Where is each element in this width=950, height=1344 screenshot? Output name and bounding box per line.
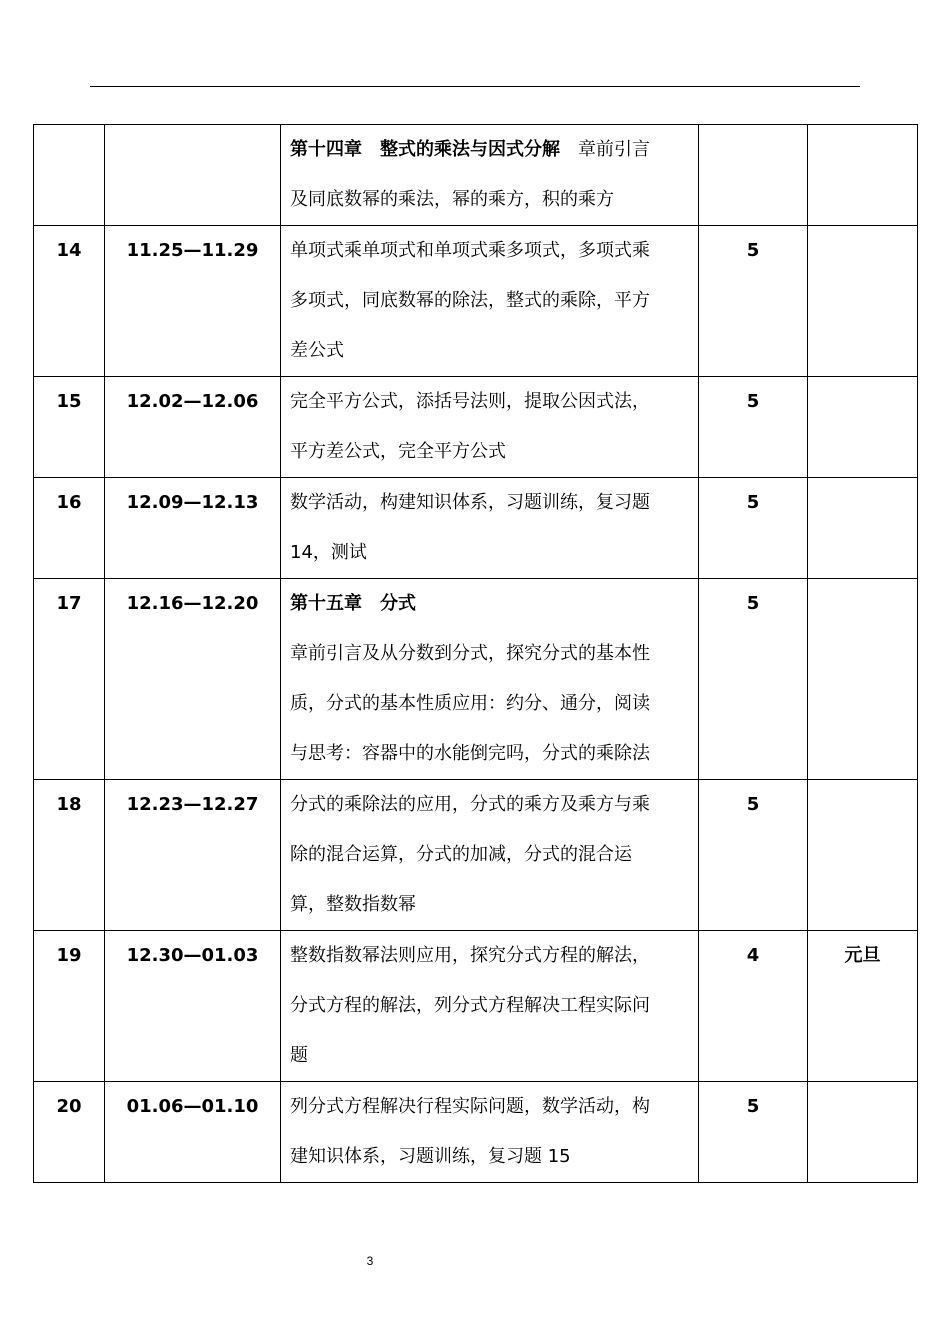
content-text: 质，分式的基本性质应用：约分、通分，阅读	[290, 693, 650, 714]
content-line	[290, 1031, 690, 1081]
class-hours-cell: 4	[699, 931, 808, 1082]
content-text: 整数指数幂法则应用，探究分式方程的解法，	[290, 945, 650, 966]
content-text: 单项式乘单项式和单项式乘多项式，多项式乘	[290, 240, 650, 261]
remark-cell	[808, 377, 918, 478]
content-text: 及同底数幂的乘法，幂的乘方，积的乘方	[290, 189, 614, 210]
date-range-cell: 01.06—01.10	[105, 1082, 281, 1183]
date-range-cell: 12.02—12.06	[105, 377, 281, 478]
remark-cell	[808, 125, 918, 226]
content-text: 章前引言	[560, 139, 650, 160]
content-text: 差公式	[290, 340, 344, 361]
content-text: 算，整数指数幂	[290, 894, 416, 915]
week-number-cell	[34, 125, 105, 226]
chapter-heading: 第十四章 整式的乘法与因式分解	[290, 139, 560, 160]
class-hours-cell	[699, 125, 808, 226]
table-row	[34, 478, 918, 579]
chapter-heading: 第十五章 分式	[290, 593, 416, 614]
content-line	[290, 679, 690, 729]
content-text: 14，测试	[290, 542, 367, 563]
remark-cell	[808, 1082, 918, 1183]
content-line	[290, 880, 690, 930]
content-line	[290, 579, 690, 629]
teaching-content-cell	[281, 780, 699, 931]
content-text: 完全平方公式，添括号法则，提取公因式法，	[290, 391, 650, 412]
week-number-cell: 17	[34, 579, 105, 780]
table-row	[34, 579, 918, 780]
date-range-cell: 12.23—12.27	[105, 780, 281, 931]
teaching-content-cell	[281, 377, 699, 478]
content-text: 多项式，同底数幂的除法，整式的乘除，平方	[290, 290, 650, 311]
content-line	[290, 629, 690, 679]
content-text: 数学活动，构建知识体系，习题训练，复习题	[290, 492, 650, 513]
class-hours-cell: 5	[699, 780, 808, 931]
class-hours-cell: 5	[699, 377, 808, 478]
date-range-cell: 12.30—01.03	[105, 931, 281, 1082]
week-number-cell: 18	[34, 780, 105, 931]
content-line	[290, 1082, 690, 1132]
content-line	[290, 981, 690, 1031]
content-line	[290, 478, 690, 528]
content-text: 题	[290, 1045, 308, 1066]
remark-cell: 元旦	[808, 931, 918, 1082]
content-text: 与思考：容器中的水能倒完吗，分式的乘除法	[290, 743, 650, 764]
content-text: 建知识体系，习题训练，复习题 15	[290, 1146, 571, 1167]
content-text: 章前引言及从分数到分式，探究分式的基本性	[290, 643, 650, 664]
content-text: 分式方程的解法，列分式方程解决工程实际问	[290, 995, 650, 1016]
teaching-content-cell	[281, 579, 699, 780]
content-line	[290, 226, 690, 276]
content-line	[290, 780, 690, 830]
teaching-content-cell	[281, 1082, 699, 1183]
table-row	[34, 226, 918, 377]
date-range-cell: 12.09—12.13	[105, 478, 281, 579]
remark-cell	[808, 579, 918, 780]
table-row	[34, 125, 918, 226]
week-number-cell: 15	[34, 377, 105, 478]
remark-cell	[808, 478, 918, 579]
remark-cell	[808, 780, 918, 931]
schedule-body	[34, 125, 918, 1183]
content-line	[290, 175, 690, 225]
table-row	[34, 780, 918, 931]
content-line	[290, 326, 690, 376]
teaching-content-cell	[281, 478, 699, 579]
date-range-cell	[105, 125, 281, 226]
date-range-cell: 12.16—12.20	[105, 579, 281, 780]
content-line	[290, 276, 690, 326]
content-text: 分式的乘除法的应用，分式的乘方及乘方与乘	[290, 794, 650, 815]
content-text: 列分式方程解决行程实际问题，数学活动，构	[290, 1096, 650, 1117]
week-number-cell: 16	[34, 478, 105, 579]
content-line	[290, 528, 690, 578]
content-text: 平方差公式，完全平方公式	[290, 441, 506, 462]
class-hours-cell: 5	[699, 1082, 808, 1183]
teaching-schedule-table	[33, 124, 918, 1183]
class-hours-cell: 5	[699, 226, 808, 377]
week-number-cell: 14	[34, 226, 105, 377]
content-line	[290, 1132, 690, 1182]
teaching-content-cell	[281, 931, 699, 1082]
content-line	[290, 125, 690, 175]
table-row	[34, 377, 918, 478]
teaching-content-cell	[281, 226, 699, 377]
date-range-cell: 11.25—11.29	[105, 226, 281, 377]
teaching-content-cell	[281, 125, 699, 226]
content-line	[290, 427, 690, 477]
content-line	[290, 830, 690, 880]
content-line	[290, 729, 690, 779]
week-number-cell: 20	[34, 1082, 105, 1183]
remark-cell	[808, 226, 918, 377]
table-row	[34, 931, 918, 1082]
table-row	[34, 1082, 918, 1183]
content-line	[290, 377, 690, 427]
week-number-cell: 19	[34, 931, 105, 1082]
class-hours-cell: 5	[699, 478, 808, 579]
class-hours-cell: 5	[699, 579, 808, 780]
page-number: 3	[366, 1254, 374, 1268]
content-line	[290, 931, 690, 981]
content-text: 除的混合运算，分式的加减，分式的混合运	[290, 844, 632, 865]
header-rule	[90, 86, 860, 87]
